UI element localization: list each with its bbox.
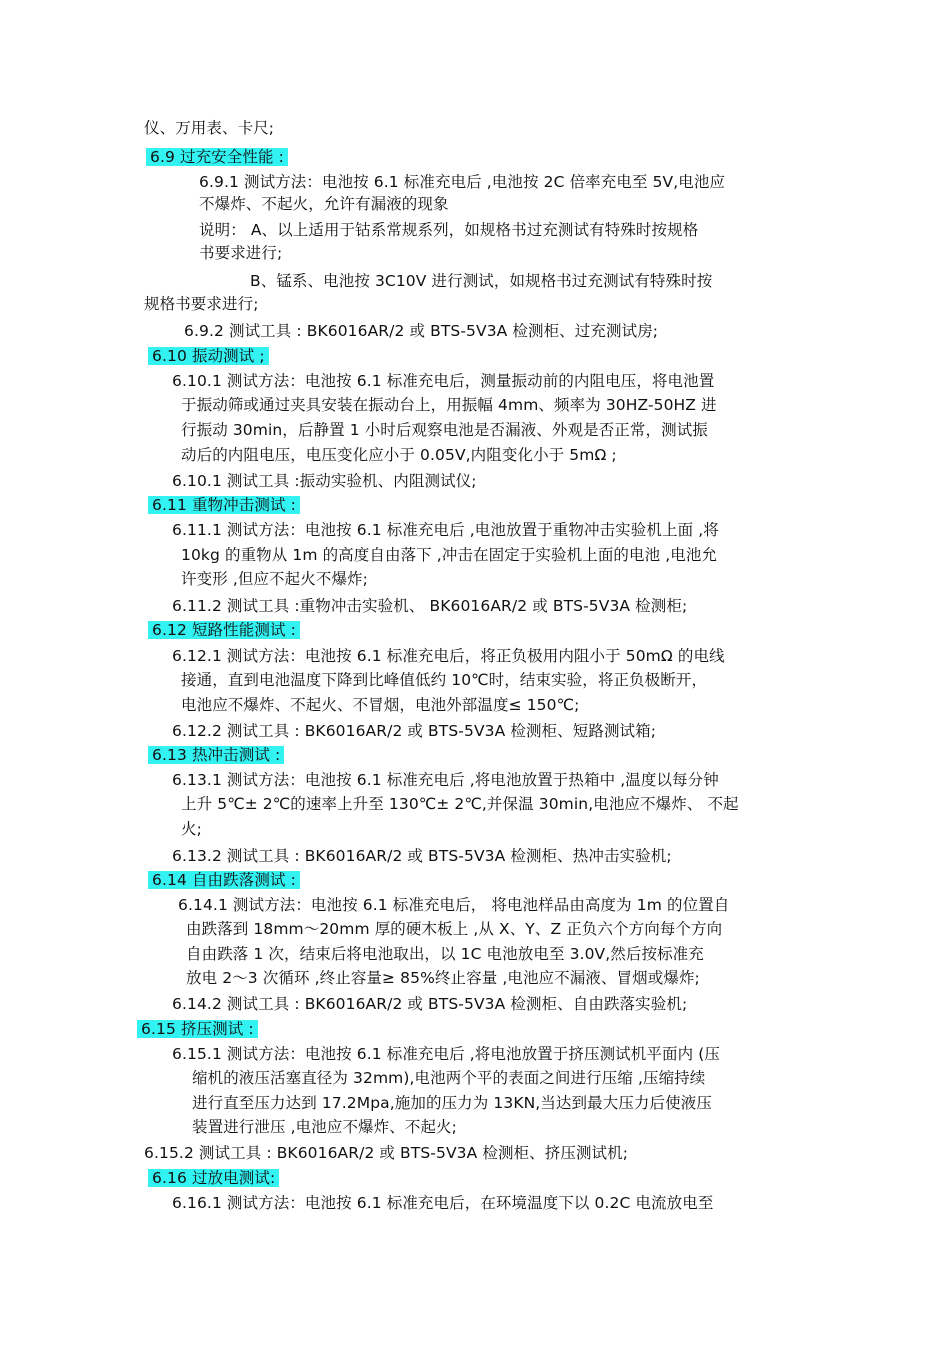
- text-line: 6.13.2 测试工具 : BK6016AR/2 或 BTS-5V3A 检测柜、热冲击实验机;: [172, 847, 672, 865]
- text-line: 于振动筛或通过夹具安装在振动台上，用振幅 4mm、频率为 30HZ-50HZ 进: [181, 396, 717, 414]
- text-line: 书要求进行;: [199, 244, 283, 262]
- text-line: 接通，直到电池温度下降到比峰值低约 10℃时，结束实验，将正负极断开，: [181, 671, 708, 689]
- text-line: 不爆炸、不起火，允许有漏液的现象: [199, 195, 449, 213]
- section-heading-6-11: [148, 494, 300, 516]
- text-line: 10kg 的重物从 1m 的高度自由落下 ,冲击在固定于实验机上面的电池 ,电池允: [181, 546, 718, 564]
- text-line: 规格书要求进行;: [144, 295, 259, 313]
- heading-highlight: 6.15 挤压测试 :: [137, 1020, 258, 1038]
- text-line: 许变形 ,但应不起火不爆炸;: [181, 570, 368, 588]
- heading-highlight: 6.9 过充安全性能 :: [146, 148, 288, 166]
- text-line: 6.11.2 测试工具 :重物冲击实验机、 BK6016AR/2 或 BTS-5V3A 检测柜;: [172, 597, 688, 615]
- text-line: 6.13.1 测试方法：电池按 6.1 标准充电后 ,将电池放置于热箱中 ,温度以每分钟: [172, 771, 719, 789]
- section-heading-6-15: [137, 1018, 258, 1040]
- text-line: 由跌落到 18mm～20mm 厚的硬木板上 ,从 X、Y、Z 正负六个方向每个方向: [186, 920, 723, 938]
- text-line: B、锰系、电池按 3C10V 进行测试，如规格书过充测试有特殊时按: [250, 272, 713, 290]
- heading-highlight: 6.10 振动测试 ;: [148, 347, 269, 365]
- heading-highlight: 6.14 自由跌落测试 :: [148, 871, 300, 889]
- text-line: 放电 2～3 次循环 ,终止容量≥ 85%终止容量 ,电池应不漏液、冒烟或爆炸;: [186, 969, 700, 987]
- heading-highlight: 6.11 重物冲击测试 :: [148, 496, 300, 514]
- section-heading-6-9: [146, 146, 288, 168]
- text-line: 进行直至压力达到 17.2Mpa,施加的压力为 13KN,当达到最大压力后使液压: [192, 1094, 712, 1112]
- text-line: 6.12.1 测试方法：电池按 6.1 标准充电后，将正负极用内阻小于 50mΩ 的电线: [172, 647, 725, 665]
- text-line: 6.11.1 测试方法：电池按 6.1 标准充电后 ,电池放置于重物冲击实验机上面 ,将: [172, 521, 719, 539]
- text-line: 6.16.1 测试方法：电池按 6.1 标准充电后，在环境温度下以 0.2C 电流放电至: [172, 1194, 714, 1212]
- text-line: 火;: [181, 820, 202, 838]
- text-line: 行振动 30min，后静置 1 小时后观察电池是否漏液、外观是否正常，测试振: [181, 421, 708, 439]
- section-heading-6-13: [148, 744, 284, 766]
- text-line: 6.14.1 测试方法：电池按 6.1 标准充电后， 将电池样品由高度为 1m 的位置自: [178, 896, 730, 914]
- text-line: 仪、万用表、卡尺;: [144, 119, 275, 137]
- section-heading-6-16: [148, 1167, 279, 1189]
- section-heading-6-12: [148, 619, 300, 641]
- heading-highlight: 6.13 热冲击测试 :: [148, 746, 284, 764]
- text-line: 上升 5℃± 2℃的速率上升至 130℃± 2℃,并保温 30min,电池应不爆炸、 不起: [181, 795, 739, 813]
- text-line: 说明： A、以上适用于钴系常规系列，如规格书过充测试有特殊时按规格: [199, 221, 699, 239]
- text-line: 缩机的液压活塞直径为 32mm),电池两个平的表面之间进行压缩 ,压缩持续: [192, 1069, 706, 1087]
- heading-highlight: 6.16 过放电测试:: [148, 1169, 279, 1187]
- text-line: 动后的内阻电压，电压变化应小于 0.05V,内阻变化小于 5mΩ ;: [181, 446, 617, 464]
- text-line: 自由跌落 1 次，结束后将电池取出，以 1C 电池放电至 3.0V,然后按标准充: [186, 945, 704, 963]
- heading-highlight: 6.12 短路性能测试 :: [148, 621, 300, 639]
- text-line: 装置进行泄压 ,电池应不爆炸、不起火;: [192, 1118, 457, 1136]
- text-line: 6.10.1 测试工具 :振动实验机、内阻测试仪;: [172, 472, 477, 490]
- section-heading-6-14: [148, 869, 300, 891]
- text-line: 6.12.2 测试工具 : BK6016AR/2 或 BTS-5V3A 检测柜、短路测试箱;: [172, 722, 657, 740]
- section-heading-6-10: [148, 345, 269, 367]
- text-line: 电池应不爆炸、不起火、不冒烟，电池外部温度≤ 150℃;: [181, 696, 580, 714]
- text-line: 6.15.2 测试工具 : BK6016AR/2 或 BTS-5V3A 检测柜、挤压测试机;: [144, 1144, 629, 1162]
- text-line: 6.9.1 测试方法：电池按 6.1 标准充电后 ,电池按 2C 倍率充电至 5V,电池应: [199, 173, 726, 191]
- text-line: 6.10.1 测试方法：电池按 6.1 标准充电后，测量振动前的内阻电压，将电池置: [172, 372, 715, 390]
- text-line: 6.9.2 测试工具 : BK6016AR/2 或 BTS-5V3A 检测柜、过充测试房;: [184, 322, 659, 340]
- text-line: 6.15.1 测试方法：电池按 6.1 标准充电后 ,将电池放置于挤压测试机平面内 (压: [172, 1045, 720, 1063]
- text-line: 6.14.2 测试工具 : BK6016AR/2 或 BTS-5V3A 检测柜、自由跌落实验机;: [172, 995, 688, 1013]
